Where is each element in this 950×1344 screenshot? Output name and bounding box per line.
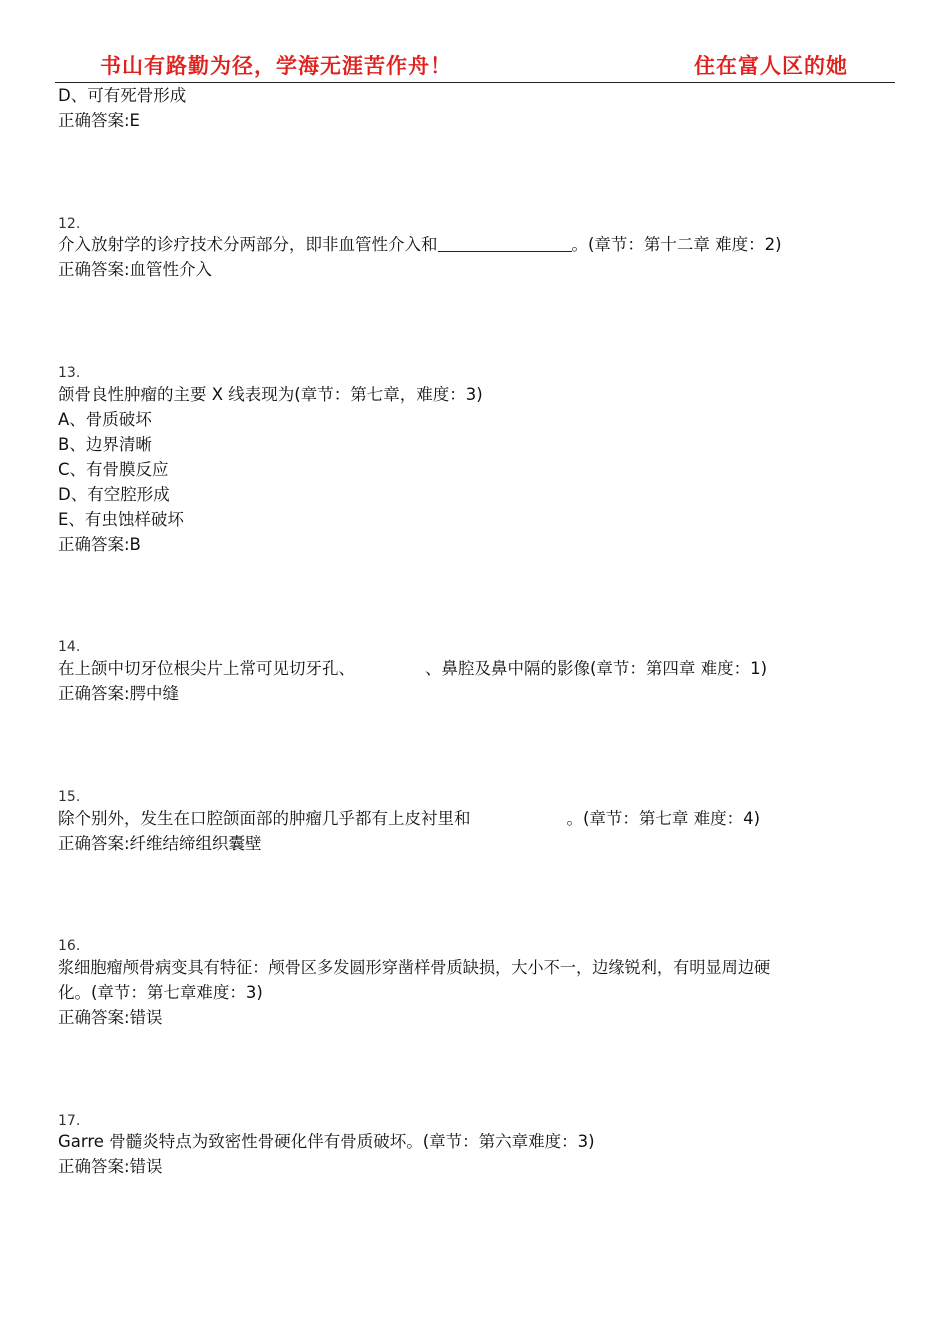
- q17-answer: 正确答案:错误: [58, 1157, 163, 1176]
- q13-option-e: E、有虫蚀样破坏: [58, 510, 184, 529]
- q13-option-b: B、边界清晰: [58, 435, 152, 454]
- prev-option-d: D、可有死骨形成: [58, 86, 187, 105]
- q17-number: 17.: [58, 1113, 81, 1129]
- q13-option-c: C、有骨膜反应: [58, 460, 169, 479]
- prev-answer: 正确答案:E: [58, 111, 140, 130]
- header-motto: 书山有路勤为径，学海无涯苦作舟！: [100, 53, 452, 78]
- q15-number: 15.: [58, 789, 81, 805]
- q15-text: [58, 808, 760, 830]
- q14-number: 14.: [58, 639, 81, 655]
- q13-text: 颌骨良性肿瘤的主要 X 线表现为(章节：第七章，难度：3): [58, 385, 483, 404]
- q16-answer: 正确答案:错误: [58, 1008, 163, 1027]
- header-divider: [55, 82, 895, 83]
- q14-text-a: 在上颌中切牙位根尖片上常可见切牙孔、: [58, 659, 355, 678]
- q13-answer: 正确答案:B: [58, 535, 141, 554]
- q14-text: [58, 658, 767, 680]
- q13-option-a: A、骨质破坏: [58, 410, 152, 429]
- q17-text: Garre 骨髓炎特点为致密性骨硬化伴有骨质破坏。(章节：第六章难度：3): [58, 1132, 595, 1151]
- q15-text-b: 。(章节：第七章 难度：4): [566, 809, 761, 828]
- q13-option-d: D、有空腔形成: [58, 485, 170, 504]
- q15-text-a: 除个别外，发生在口腔颌面部的肿瘤几乎都有上皮衬里和: [58, 809, 471, 828]
- page-header: [0, 0, 950, 84]
- q16-number: 16.: [58, 938, 81, 954]
- q12-blank: [438, 235, 572, 252]
- q12-number: 12.: [58, 216, 81, 232]
- q12-text: [58, 234, 782, 256]
- q12-text-b: 。(章节：第十二章 难度：2): [571, 235, 782, 254]
- q13-number: 13.: [58, 365, 81, 381]
- q16-text-line2: 化。(章节：第七章难度：3): [58, 983, 263, 1002]
- q14-text-b: 、鼻腔及鼻中隔的影像(章节：第四章 难度：1): [425, 659, 768, 678]
- header-author: 住在富人区的她: [694, 53, 848, 78]
- q15-answer: 正确答案:纤维结缔组织囊壁: [58, 834, 262, 853]
- q12-text-a: 介入放射学的诊疗技术分两部分，即非血管性介入和: [58, 235, 438, 254]
- q12-answer: 正确答案:血管性介入: [58, 260, 213, 279]
- q14-answer: 正确答案:腭中缝: [58, 684, 180, 703]
- q16-text-line1: 浆细胞瘤颅骨病变具有特征：颅骨区多发圆形穿凿样骨质缺损，大小不一，边缘锐利，有明显周边硬: [58, 958, 771, 977]
